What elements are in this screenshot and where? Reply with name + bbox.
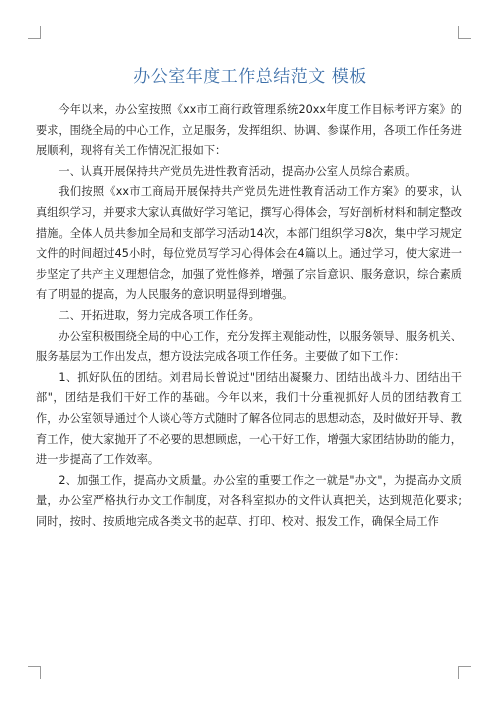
crop-mark-bottom-left — [28, 666, 41, 679]
paragraph-tasks: 办公室积极围绕全局的中心工作，充分发挥主观能动性，以服务领导、服务机关、服务基层为工作出发点，想方设法完成各项工作任务。主要做了如下工作： — [36, 329, 462, 364]
document-title: 办公室年度工作总结范文 模板 — [133, 67, 367, 87]
paragraph-unity: 1、抓好队伍的团结。刘君局长曾说过"团结出凝聚力、团结出战斗力、团结出干部"，团结是我们干好工作的基础。今年以来，我们十分重视抓好人员的团结教育工作，办公室领导通过个人谈心等方式随时了解各位同志的思想动态，及时做好开导、教育工作，使大家抛开了不必要的思想顾虑，一心干好工作，增强大家团结协助的能力，进一步提高了工作效率。 — [36, 370, 462, 467]
crop-mark-top-right — [458, 26, 471, 39]
section-heading-2: 二、开拓进取，努力完成各项工作任务。 — [58, 308, 260, 322]
crop-mark-bottom-right — [458, 666, 471, 679]
paragraph-intro: 今年以来，办公室按照《xx市工商行政管理系统20xx年度工作目标考评方案》的要求，围绕全局的中心工作，立足服务，发挥组织、协调、参谋作用，各项工作任务进展顺利，现将有关工作情况汇报如下： — [36, 103, 462, 158]
section-heading-1: 一、认真开展保持共产党员先进性教育活动，提高办公室人员综合素质。 — [58, 164, 417, 178]
crop-mark-top-left — [28, 26, 41, 39]
document-body — [36, 100, 462, 532]
paragraph-study: 我们按照《xx市工商局开展保持共产党员先进性教育活动工作方案》的要求，认真组织学习，并要求大家认真做好学习笔记，撰写心得体会，写好剖析材料和制定整改措施。全体人员共参加全局和支部学习活动14次，本部门组织学习8次，集中学习规定文件的时间超过45小时，每位党员写学习心得体会在4篇以上。通过学习，使大家进一步坚定了共产主义理想信念，加强了党性修养，增强了宗旨意识、服务意识，综合素质有了明显的提高，为人民服务的意识明显得到增强。 — [36, 185, 462, 302]
paragraph-document-quality: 2、加强工作，提高办文质量。办公室的重要工作之一就是"办文"，为提高办文质量，办公室严格执行办文工作制度，对各科室拟办的文件认真把关，达到规范化要求;同时，按时、按质地完成各类文书的起草、打印、校对、报发工作，确保全局工作 — [36, 473, 462, 528]
